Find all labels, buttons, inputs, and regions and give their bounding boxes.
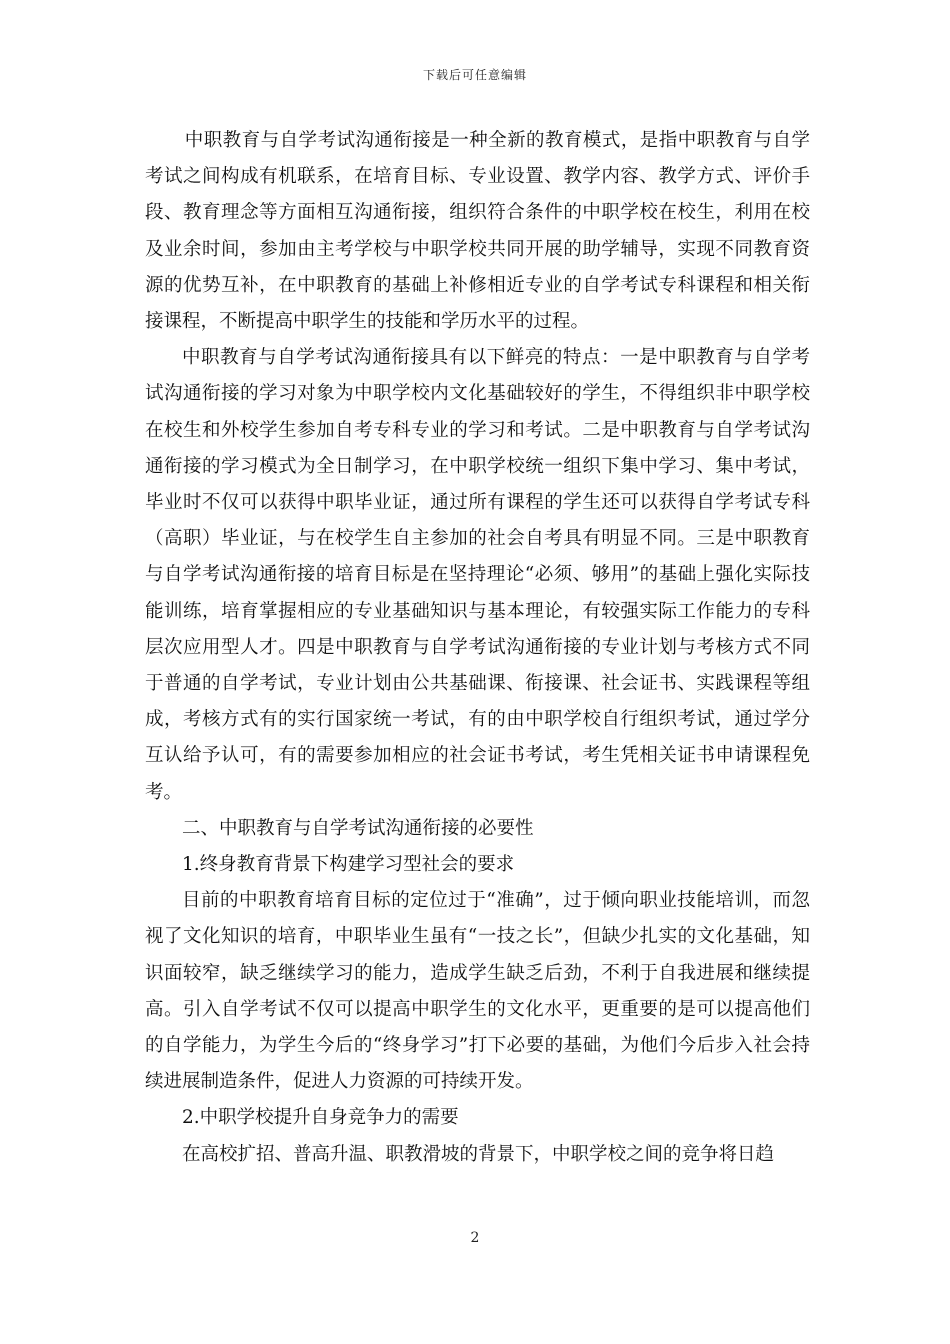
paragraph-lifelong-learning: 目前的中职教育培育目标的定位过于“准确”，过于倾向职业技能培训，而忽视了文化知识的培育，中职毕业生虽有“一技之长”，但缺少扎实的文化基础，知识面较窄，缺乏继续学习的能力，造成学生缺乏后劲，不利于自我进展和继续提高。引入自学考试不仅可以提高中职学生的文化水平，更重要的是可以提高他们的自学能力，为学生今后的“终身学习”打下必要的基础，为他们今后步入社会持续进展制造条件，促进人力资源的可持续开发。 (145, 890, 810, 1093)
subsection-heading-competitiveness: 2.中职学校提升自身竞争力的需要 (182, 1107, 459, 1129)
paragraph-features: 中职教育与自学考试沟通衔接具有以下鲜亮的特点：一是中职教育与自学考试沟通衔接的学习对象为中职学校内文化基础较好的学生，不得组织非中职学校在校生和外校学生参加自考专科专业的学习和考试。二是中职教育与自学考试沟通衔接的学习模式为全日制学习，在中职学校统一组织下集中学习、集中考试，毕业时不仅可以获得中职毕业证，通过所有课程的学生还可以获得自学考试专科（高职）毕业证，与在校学生自主参加的社会自考具有明显不同。三是中职教育与自学考试沟通衔接的培育目标是在坚持理论“必须、够用”的基础上强化实际技能训练，培育掌握相应的专业基础知识与基本理论，有较强实际工作能力的专科层次应用型人才。四是中职教育与自学考试沟通衔接的专业计划与考核方式不同于普通的自学考试，专业计划由公共基础课、衔接课、社会证书、实践课程等组成，考核方式有的实行国家统一考试，有的由中职学校自行组织考试，通过学分互认给予认可，有的需要参加相应的社会证书考试，考生凭相关证书申请课程免考。 (145, 347, 810, 803)
page-number: 2 (470, 1230, 480, 1246)
document-body (145, 123, 810, 1173)
section-heading-necessity: 二、中职教育与自学考试沟通衔接的必要性 (182, 817, 534, 839)
paragraph-competitiveness: 在高校扩招、普高升温、职教滑坡的背景下，中职学校之间的竞争将日趋 (182, 1143, 775, 1165)
paragraph-definition: 中职教育与自学考试沟通衔接是一种全新的教育模式，是指中职教育与自学考试之间构成有机联系，在培育目标、专业设置、教学内容、教学方式、评价手段、教育理念等方面相互沟通衔接，组织符合条件的中职学校在校生，利用在校及业余时间，参加由主考学校与中职学校共同开展的助学辅导，实现不同教育资源的优势互补，在中职教育的基础上补修相近专业的自学考试专科课程和相关衔接课程，不断提高中职学生的技能和学历水平的过程。 (145, 130, 810, 333)
subsection-heading-lifelong-learning: 1.终身教育背景下构建学习型社会的要求 (182, 854, 515, 876)
page-header: 下载后可任意编辑 (422, 68, 527, 82)
